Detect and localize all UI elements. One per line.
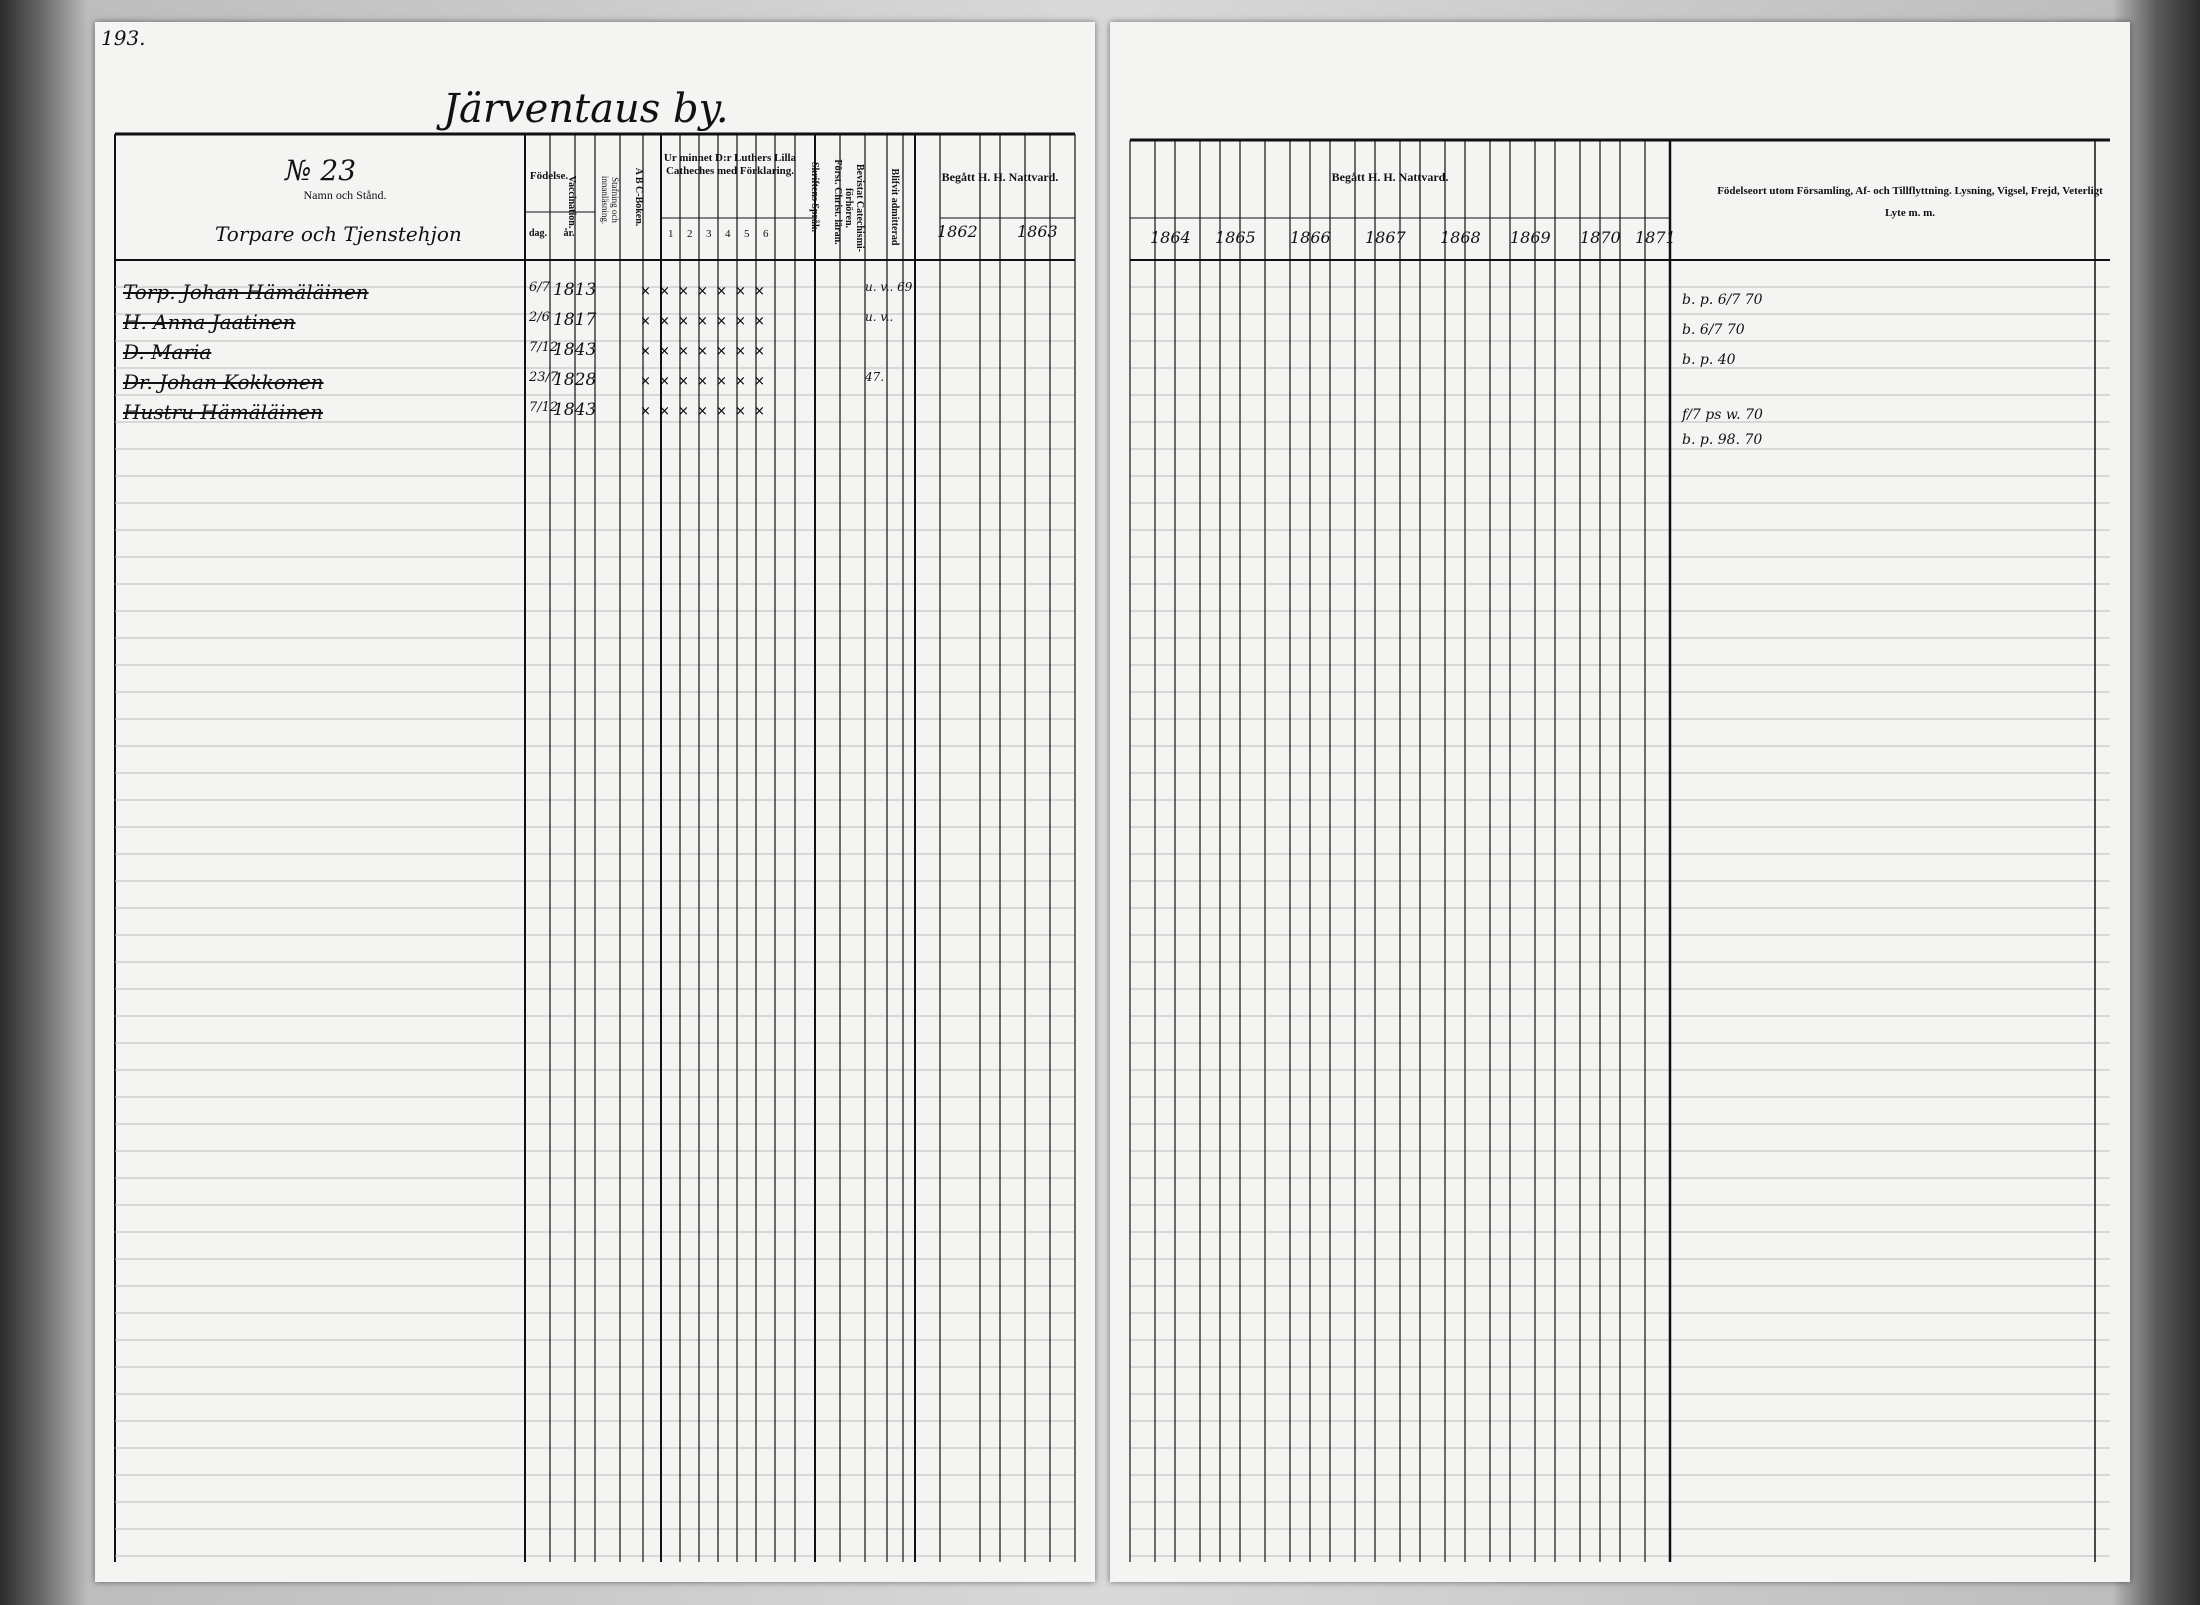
check-mark: ×: [640, 344, 651, 359]
year-1862: 1862: [937, 222, 978, 241]
check-mark: ×: [697, 344, 708, 359]
person-row: [95, 280, 1095, 308]
check-mark: ×: [716, 284, 727, 299]
check-mark: ×: [678, 284, 689, 299]
right-ruled-grid: [1110, 22, 2130, 1582]
household-number: № 23: [285, 154, 357, 187]
person-name: Dr. Johan Kokkonen: [123, 370, 324, 394]
check-mark: ×: [640, 314, 651, 329]
check-mark: ×: [754, 314, 765, 329]
birth-year: 1817: [553, 310, 597, 330]
communion-year: 1871: [1635, 228, 1676, 247]
person-row: [95, 400, 1095, 428]
remark-entry: b. p. 6/7 70: [1682, 292, 1763, 308]
catechism-mark: u. v.. 69: [865, 280, 913, 294]
check-mark: ×: [659, 374, 670, 389]
birth-day: 7/12: [529, 400, 559, 415]
check-mark: ×: [697, 404, 708, 419]
person-row: [95, 370, 1095, 398]
vaccination-header: Vaccination.: [566, 175, 577, 229]
check-mark: ×: [754, 404, 765, 419]
catechism-mark: u. v..: [865, 310, 894, 324]
person-name: D. Maria: [123, 340, 212, 364]
check-mark: ×: [716, 404, 727, 419]
birth-year: 1843: [553, 400, 597, 420]
remark-entry: b. 6/7 70: [1682, 322, 1745, 338]
birth-day: 7/12: [529, 340, 559, 355]
birth-day: 2/6: [529, 310, 550, 325]
check-mark: ×: [716, 374, 727, 389]
communion-year: 1870: [1580, 228, 1621, 247]
village-heading: Järventaus by.: [443, 86, 729, 132]
luther-subcol-2: 2: [687, 228, 693, 240]
check-mark: ×: [640, 374, 651, 389]
person-name: H. Anna Jaatinen: [123, 310, 296, 334]
check-mark: ×: [735, 344, 746, 359]
communion-year: 1867: [1365, 228, 1406, 247]
check-mark: ×: [716, 344, 727, 359]
catechism-exam-header: Bevistat Catechismi-förhören.: [843, 163, 865, 253]
remark-entry: b. p. 98. 70: [1682, 432, 1763, 448]
remark-entry: f/7 ps w. 70: [1682, 407, 1763, 423]
scripture-header: Skriftens Språk.: [809, 161, 820, 232]
left-ruled-grid: [95, 22, 1095, 1582]
check-mark: ×: [659, 314, 670, 329]
luther-subcol-3: 3: [706, 228, 712, 240]
status-line: Torpare och Tjenstehjon: [215, 222, 462, 246]
check-mark: ×: [735, 314, 746, 329]
check-mark: ×: [678, 344, 689, 359]
luther-subcol-5: 5: [744, 228, 750, 240]
check-mark: ×: [735, 404, 746, 419]
check-mark: ×: [678, 314, 689, 329]
check-mark: ×: [697, 314, 708, 329]
check-mark: ×: [716, 314, 727, 329]
check-mark: ×: [659, 284, 670, 299]
check-mark: ×: [697, 284, 708, 299]
remarks-header: Födelseort utom Församling, Af- och Tillflyttning. Lysning, Vigsel, Frejd, Veterligt Lyte m. m.: [1717, 185, 2103, 219]
check-mark: ×: [659, 344, 670, 359]
luther-subcol-4: 4: [725, 228, 731, 240]
check-mark: ×: [735, 374, 746, 389]
day-header: dag.: [528, 228, 548, 239]
reading-header: Stafning och innanläsning.: [600, 175, 620, 225]
check-mark: ×: [754, 374, 765, 389]
communion-header-right: Begått H. H. Nattvard.: [1331, 170, 1449, 184]
person-name: Torp. Johan Hämäläinen: [123, 280, 369, 304]
communion-year: 1864: [1150, 228, 1191, 247]
birth-day: 23/7: [529, 370, 559, 385]
birth-header: Födelse.: [529, 170, 569, 182]
name-column-header: Namn och Stånd.: [303, 188, 387, 202]
luther-subcol-6: 6: [763, 228, 769, 240]
check-mark: ×: [659, 404, 670, 419]
left-page: [95, 22, 1095, 1582]
communion-year: 1868: [1440, 228, 1481, 247]
communion-year: 1865: [1215, 228, 1256, 247]
birth-year: 1828: [553, 370, 597, 390]
check-mark: ×: [678, 374, 689, 389]
check-mark: ×: [735, 284, 746, 299]
birth-day: 6/7: [529, 280, 550, 295]
check-mark: ×: [697, 374, 708, 389]
birth-year: 1813: [553, 280, 597, 300]
birth-year: 1843: [553, 340, 597, 360]
remark-entry: b. p. 40: [1682, 352, 1736, 368]
page-number: 193.: [101, 26, 146, 50]
right-page: [1110, 22, 2130, 1582]
luther-subcol-1: 1: [668, 228, 674, 240]
year-header: år.: [563, 228, 575, 239]
person-row: [95, 310, 1095, 338]
communion-year: 1866: [1290, 228, 1331, 247]
check-mark: ×: [678, 404, 689, 419]
luther-catechism-header: Ur minnet D:r Luthers Lilla Catheches med Förklaring.: [663, 152, 797, 177]
christ-doctrine-header: Först. Christ. läran.: [832, 159, 843, 245]
person-name: Hustru Hämäläinen: [123, 400, 323, 424]
communion-year: 1869: [1510, 228, 1551, 247]
check-mark: ×: [640, 404, 651, 419]
check-mark: ×: [640, 284, 651, 299]
catechism-mark: 47.: [865, 370, 885, 384]
year-1863: 1863: [1017, 222, 1058, 241]
check-mark: ×: [754, 284, 765, 299]
communion-header-left: Begått H. H. Nattvard.: [941, 170, 1059, 184]
person-row: [95, 340, 1095, 368]
admitted-header: Blifvit admitterad: [889, 168, 900, 246]
abc-book-header: A B C-Boken.: [633, 167, 644, 227]
check-mark: ×: [754, 344, 765, 359]
